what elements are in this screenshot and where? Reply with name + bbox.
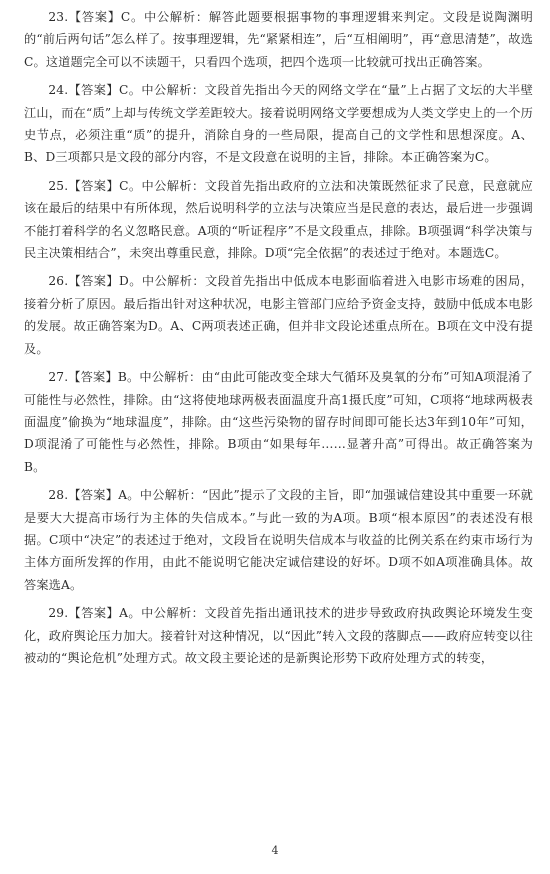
answer-paragraph-23: 23.【答案】C。中公解析：解答此题要根据事物的事理逻辑来判定。文段是说陶渊明的“前后两句话”怎么样了。按事理逻辑，先“紧紧相连”，后“互相阐明”，再“意思清楚”，故选C。这道题完全可以不读题干，只看四个选项，把四个选项一比较就可找出正确答案。 — [24, 10, 533, 69]
page-number: 4 — [271, 844, 279, 857]
answer-paragraph-28: 28.【答案】A。中公解析：“因此”提示了文段的主旨，即“加强诚信建设其中重要一环就是要大大提高市场行为主体的失信成本。”与此一致的为A项。B项“根本原因”的表述没有根据。C项中“决定”的表述过于绝对，文段旨在说明失信成本与收益的比例关系在约束市场行为主体方面所发挥的作用，由此不能说明它能决定诚信建设的好坏。D项不如A项准确具体。故答案选A。 — [24, 488, 533, 592]
answer-paragraph-25: 25.【答案】C。中公解析：文段首先指出政府的立法和决策既然征求了民意，民意就应该在最后的结果中有所体现，然后说明科学的立法与决策应当是民意的表达，最后进一步强调不能打着科学的名义忽略民意。A项的“听证程序”不是文段重点，排除。B项强调“科学决策与民主决策相结合”，未突出尊重民意，排除。D项“完全依据”的表述过于绝对。本题选C。 — [24, 178, 533, 261]
answer-paragraph-27: 27.【答案】B。中公解析：由“由此可能改变全球大气循环及臭氧的分布”可知A项混淆了可能性与必然性，排除。由“这将使地球两极表面温度升高1摄氏度”可知，C项将“地球两极表面温度”偷换为“地球温度”，排除。由“这些污染物的留存时间即可能长达3年到10年”可知，D项混淆了可能性与必然性，排除。B项由“如果每年……显著升高”可得出。故正确答案为B。 — [24, 370, 533, 474]
answer-paragraph-26: 26.【答案】D。中公解析：文段首先指出中低成本电影面临着进入电影市场难的困局，接着分析了原因。最后指出针对这种状况，电影主管部门应给予资金支持，鼓励中低成本电影的发展。故正确答案为D。A、C两项表述正确，但并非文段论述重点所在。B项在文中没有提及。 — [24, 274, 533, 356]
document-body — [24, 6, 533, 675]
answer-paragraph-24: 24.【答案】C。中公解析：文段首先指出今天的网络文学在“量”上占据了文坛的大半壁江山，而在“质”上却与传统文学差距较大。接着说明网络文学要想成为人类文学史上的一个历史节点，必须注重“质”的提升，消除自身的一些局限，提高自己的文学性和思想深度。A、B、D三项都只是文段的部分内容，不是文段意在说明的主旨，排除。本正确答案为C。 — [24, 83, 533, 165]
answer-paragraph-29: 29.【答案】A。中公解析：文段首先指出通讯技术的进步导致政府执政舆论环境发生变化，政府舆论压力加大。接着针对这种情况，以“因此”转入文段的落脚点——政府应转变以往被动的“舆论危机”处理方式。故文段主要论述的是新舆论形势下政府处理方式的转变， — [24, 606, 533, 665]
